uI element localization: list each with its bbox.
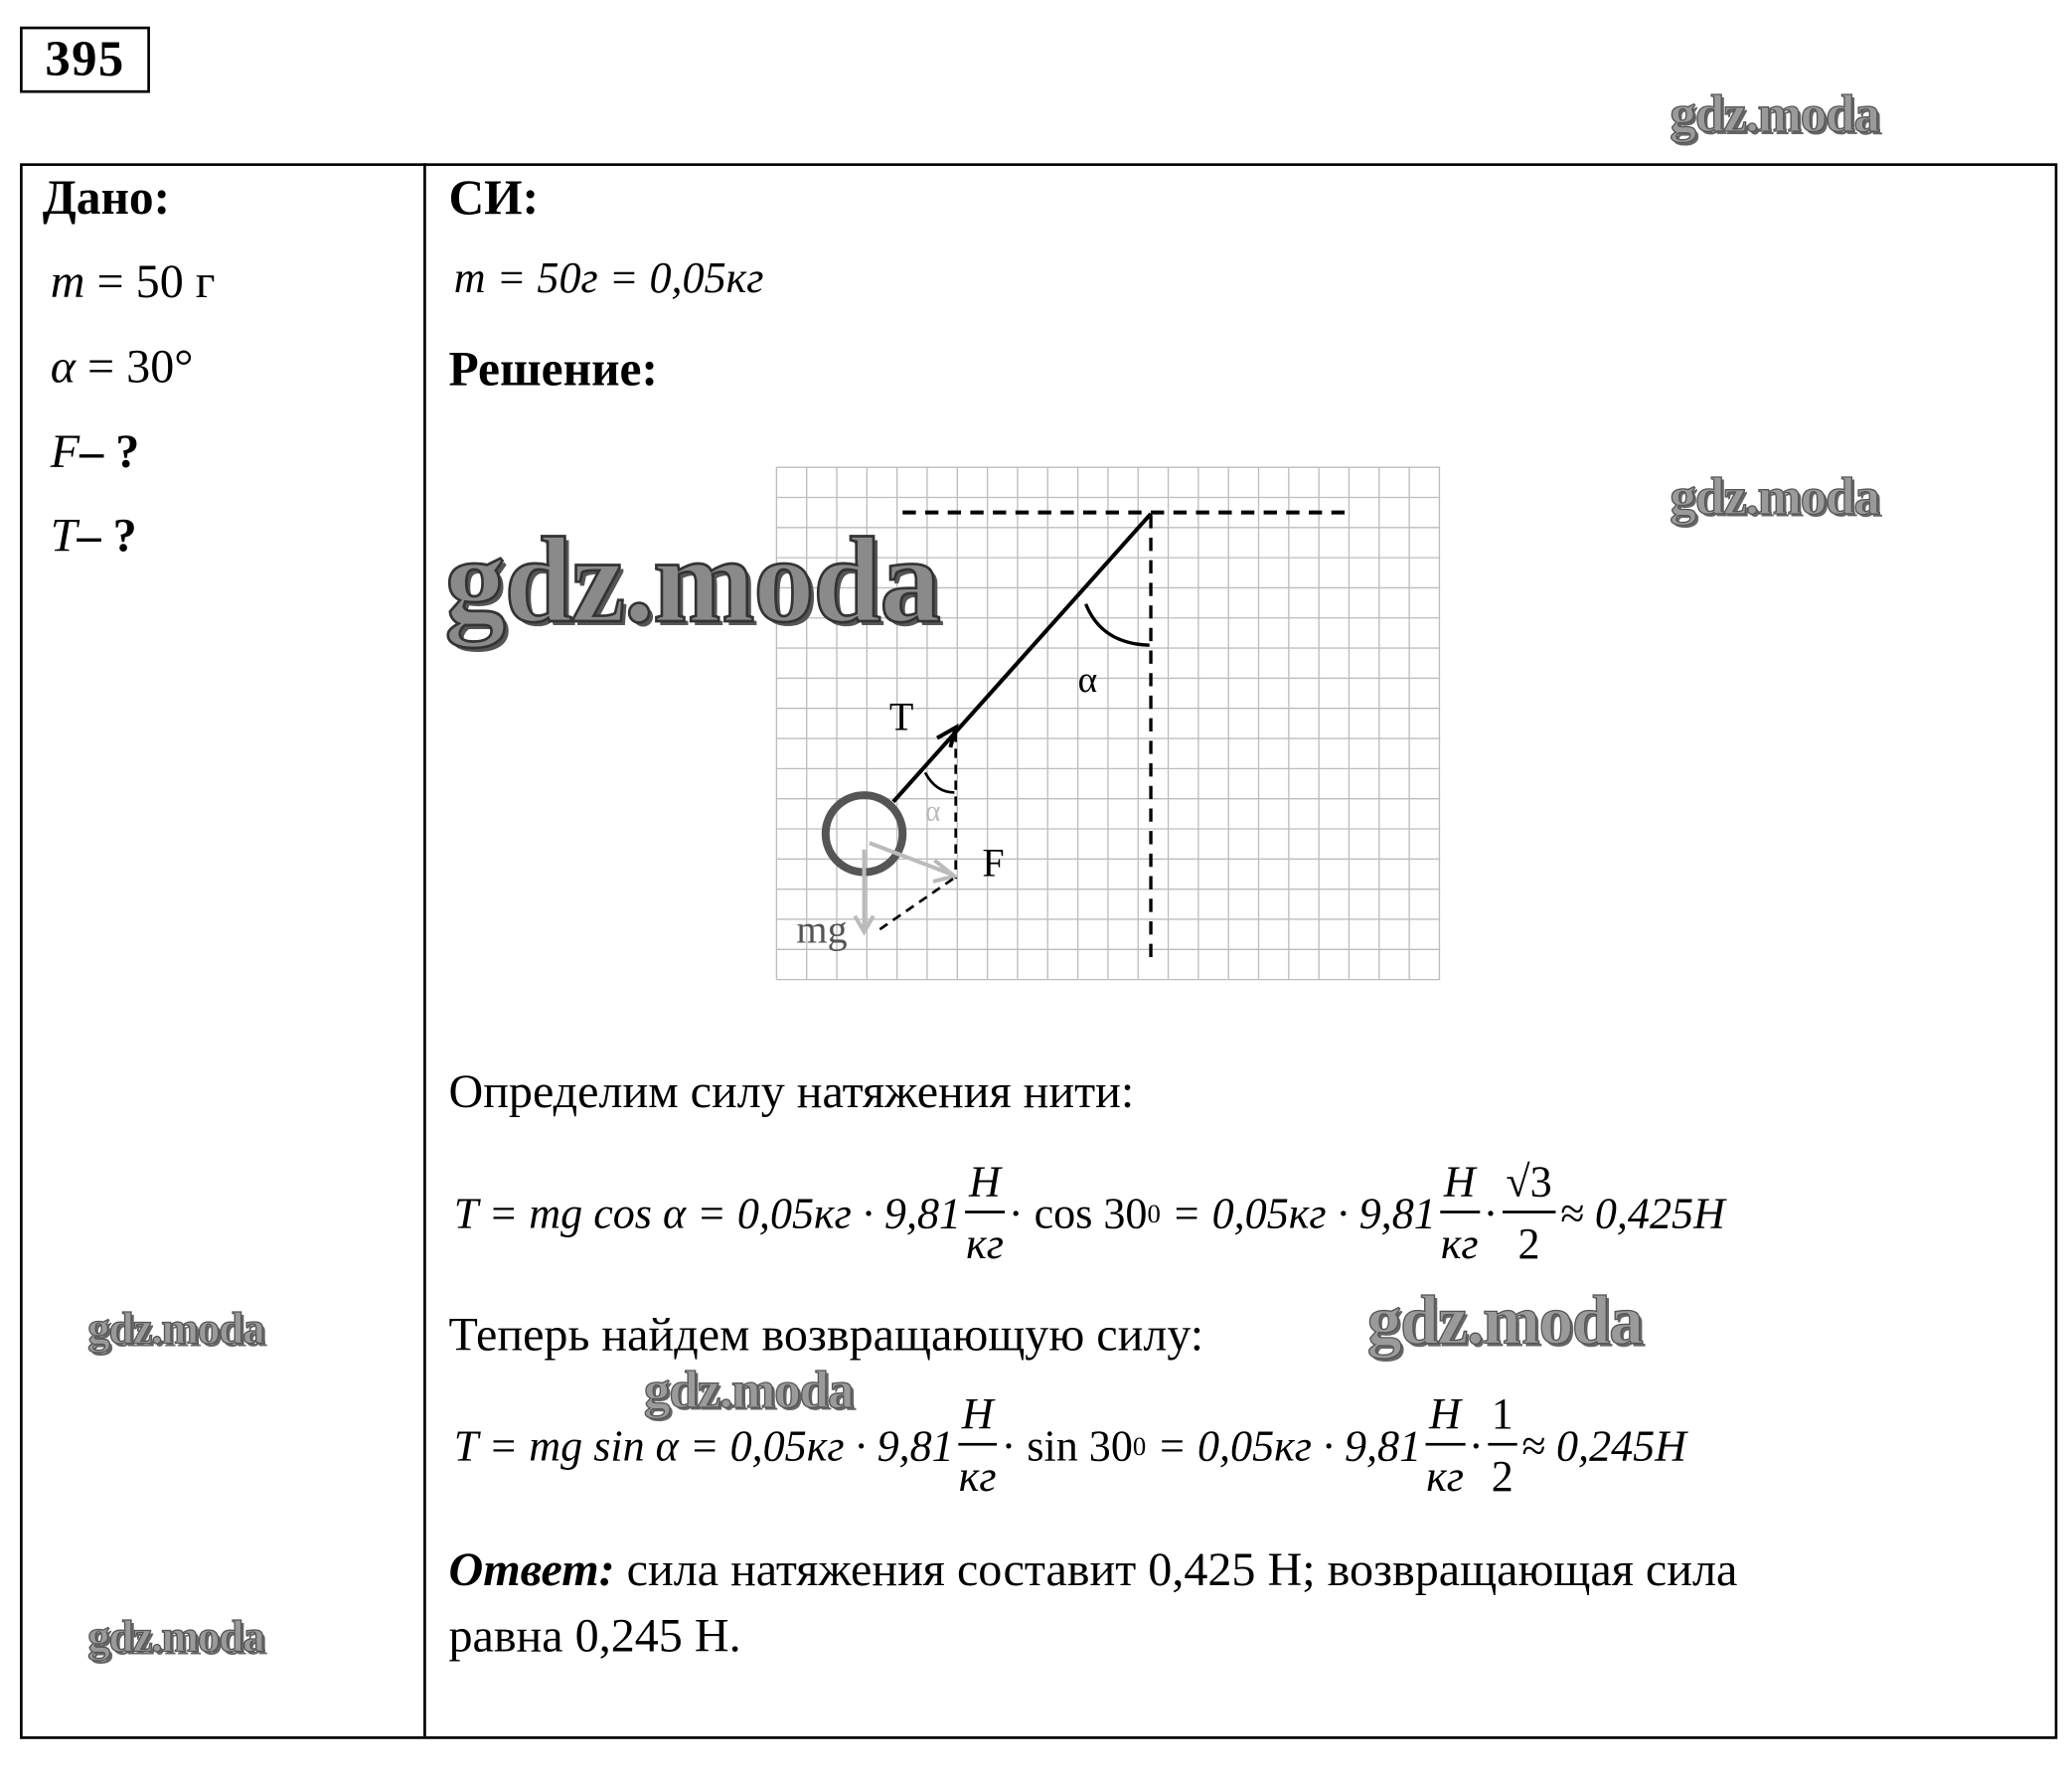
small-angle-arc — [925, 772, 954, 792]
numerator: H — [1425, 1393, 1465, 1445]
fraction-unit — [1440, 1159, 1480, 1269]
fraction-one-half — [1488, 1390, 1517, 1502]
label-T: T — [888, 694, 914, 739]
formula-sin: · sin 30 — [1001, 1422, 1133, 1471]
fraction-sqrt3-over-2 — [1502, 1159, 1555, 1269]
fraction-unit — [965, 1159, 1005, 1269]
formula-sup: 0 — [1132, 1431, 1147, 1461]
label-alpha-small: α — [924, 795, 941, 828]
watermark: gdz.moda — [87, 1612, 264, 1663]
given-value: – ? — [77, 508, 137, 563]
angle-arc — [1086, 604, 1150, 645]
watermark: gdz.moda — [87, 1304, 264, 1355]
formula-lhs: T = mg sin α = 0,05кг · 9,81 — [453, 1422, 954, 1471]
given-value: = 30° — [87, 339, 194, 394]
formula-result: ≈ 0,425H — [1559, 1190, 1725, 1238]
denominator: кг — [1440, 1220, 1479, 1269]
formula-cos: · cos 30 — [1008, 1190, 1148, 1238]
label-F: F — [982, 840, 1005, 886]
numerator: √3 — [1502, 1162, 1555, 1214]
numerator: 1 — [1488, 1393, 1517, 1445]
given-var: m — [50, 254, 85, 308]
tension-formula — [454, 1148, 1725, 1281]
step2-text: Теперь найдем возвращающую силу: — [448, 1307, 1204, 1362]
given-var: α — [50, 339, 77, 394]
watermark: gdz.moda — [1366, 1283, 1643, 1360]
numerator: H — [958, 1393, 998, 1445]
answer-label: Ответ: — [448, 1542, 615, 1596]
formula-lhs: T = mg cos α = 0,05кг · 9,81 — [453, 1190, 962, 1238]
watermark: gdz.moda — [444, 512, 940, 648]
answer-text-1: сила натяжения составит 0,425 Н; возвращающая сила — [614, 1542, 1738, 1596]
numerator: H — [965, 1162, 1005, 1214]
given-var: T — [50, 508, 78, 563]
denominator: 2 — [1517, 1220, 1540, 1269]
watermark: gdz.moda — [1670, 465, 1879, 526]
given-value: = 50 г — [96, 254, 216, 308]
denominator: кг — [1426, 1453, 1465, 1502]
given-var: F — [50, 424, 80, 478]
denominator: кг — [966, 1220, 1004, 1269]
formula-result: ≈ 0,245H — [1520, 1422, 1687, 1471]
si-conversion: m = 50г = 0,05кг — [453, 254, 764, 303]
problem-number: 395 — [20, 27, 150, 93]
restoring-force-formula — [454, 1380, 1686, 1514]
formula-eq2: = 0,05кг · 9,81 — [1157, 1422, 1422, 1471]
parallelogram-dashed — [877, 879, 953, 931]
watermark: gdz.moda — [1670, 83, 1879, 144]
answer-line-1 — [448, 1541, 1737, 1597]
label-alpha: α — [1077, 659, 1098, 701]
fraction-unit — [1425, 1390, 1465, 1502]
label-mg: mg — [796, 906, 848, 952]
fraction-unit — [958, 1390, 998, 1502]
formula-sup: 0 — [1147, 1199, 1161, 1229]
formula-dot: · — [1483, 1190, 1499, 1238]
formula-eq2: = 0,05кг · 9,81 — [1171, 1190, 1436, 1238]
given-header: Дано: — [42, 171, 171, 227]
denominator: 2 — [1491, 1453, 1514, 1502]
si-header: СИ: — [448, 171, 540, 227]
solution-header: Решение: — [448, 342, 658, 398]
formula-dot: · — [1469, 1422, 1484, 1471]
numerator: H — [1440, 1162, 1480, 1214]
given-value: – ? — [80, 424, 140, 478]
step1-text: Определим силу натяжения нити: — [448, 1064, 1135, 1118]
watermark: gdz.moda — [643, 1359, 854, 1419]
answer-line-2: равна 0,245 Н. — [448, 1608, 741, 1663]
denominator: кг — [958, 1453, 997, 1502]
